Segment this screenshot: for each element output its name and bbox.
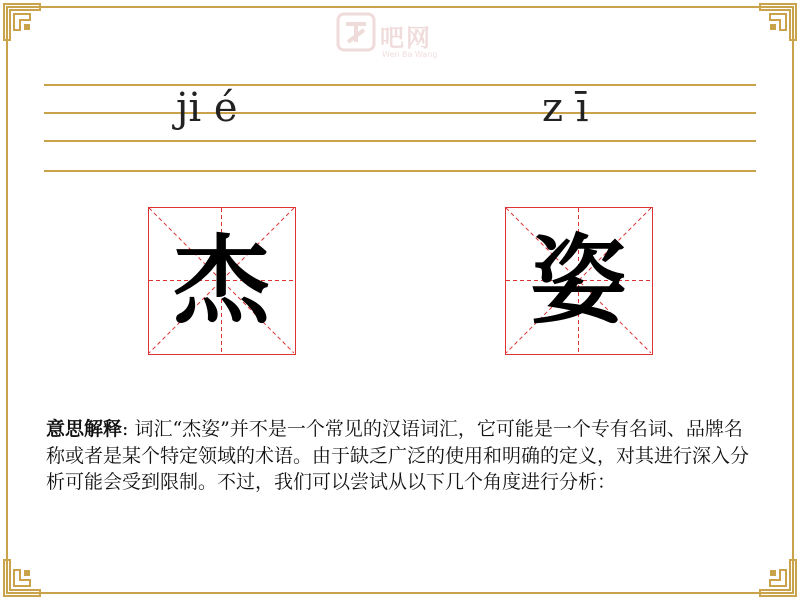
corner-ornament-icon <box>0 554 46 600</box>
watermark-subtitle: Wen Ba Wang <box>382 50 438 59</box>
guide-line <box>44 170 756 172</box>
site-watermark <box>336 12 466 68</box>
pinyin-guide-lines <box>44 84 756 172</box>
hanzi-character-first: 杰 <box>173 224 270 337</box>
pinyin-second: z ī <box>542 85 589 131</box>
guide-line <box>44 112 756 114</box>
guide-line <box>44 140 756 142</box>
pinyin-first: ji é <box>176 85 238 131</box>
meaning-text: 词汇“杰姿”并不是一个常见的汉语词汇，它可能是一个专有名词、品牌名称或者是某个特定领域的术语。由于缺乏广泛的使用和明确的定义，对其进行深入分析可能会受到限制。不过，我们可以尝试从以下几个角度进行分析： <box>46 418 750 493</box>
meaning-paragraph <box>46 416 758 496</box>
guide-line <box>44 84 756 86</box>
hanzi-grid-box-second <box>505 207 653 355</box>
watermark-logo-icon <box>336 12 376 52</box>
meaning-colon: : <box>122 418 135 440</box>
corner-ornament-icon <box>754 554 800 600</box>
corner-ornament-icon <box>754 0 800 46</box>
meaning-label: 意思解释 <box>46 418 123 440</box>
hanzi-character-second: 姿 <box>530 224 627 337</box>
watermark-brand: 吧网 <box>380 24 432 52</box>
corner-ornament-icon <box>0 0 46 46</box>
hanzi-grid-box-first <box>148 207 296 355</box>
